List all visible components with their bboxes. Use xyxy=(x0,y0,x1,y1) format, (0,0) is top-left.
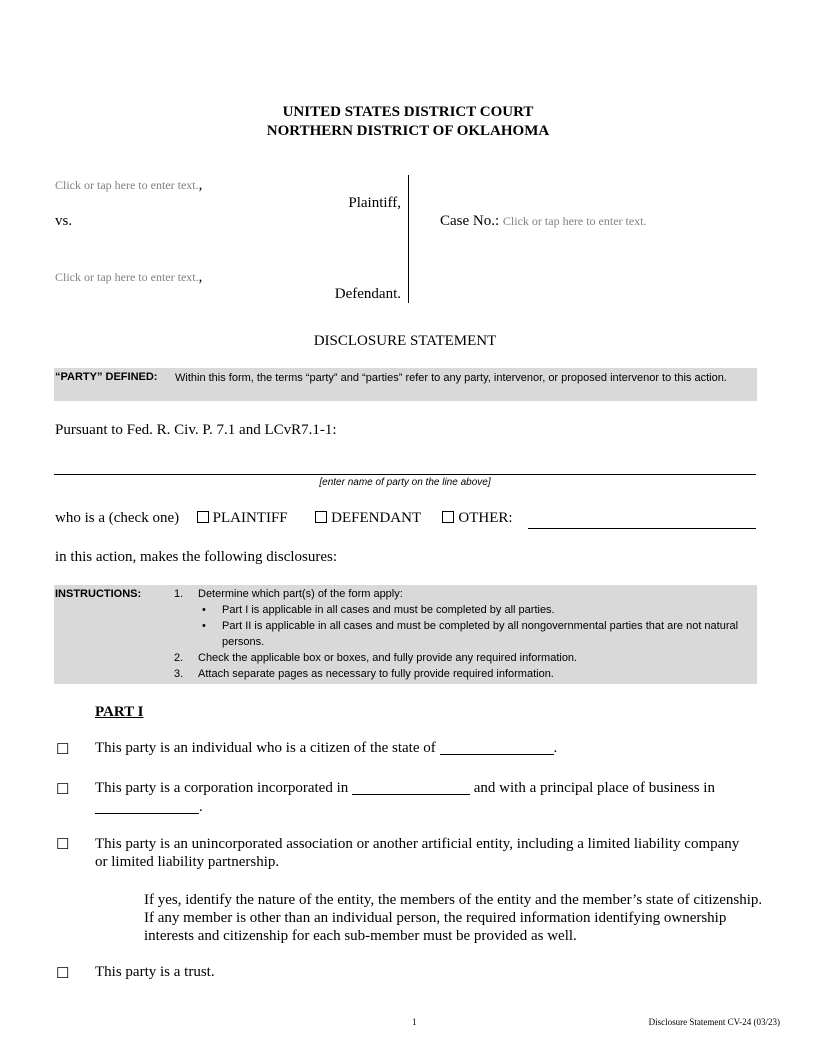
instruction-number-2: 2. xyxy=(174,652,184,664)
versus-label: vs. xyxy=(55,213,73,229)
caption-divider xyxy=(408,175,409,303)
plaintiff-label: Plaintiff, xyxy=(348,195,401,211)
association-item-text: This party is an unincorporated association or another artificial entity, including a limited liability company or limited liability partnership. xyxy=(95,836,740,870)
plaintiff-option-label: PLAINTIFF xyxy=(212,510,288,526)
citizen-checkbox[interactable]: ☐ xyxy=(56,742,70,758)
pursuant-text: Pursuant to Fed. R. Civ. P. 7.1 and LCvR7.1-1: xyxy=(55,422,337,438)
citizen-state-field[interactable] xyxy=(440,740,554,755)
party-type-row xyxy=(55,510,513,527)
part-1-heading: PART I xyxy=(95,704,144,720)
instructions-label: INSTRUCTIONS: xyxy=(55,588,142,600)
corporation-item-text-b: and with a principal place of business in xyxy=(473,780,715,796)
document-title: DISCLOSURE STATEMENT xyxy=(313,333,497,349)
case-number-row xyxy=(440,213,647,230)
instruction-bullet-1: Part I is applicable in all cases and must be completed by all parties. xyxy=(222,604,555,616)
defendant-label: Defendant. xyxy=(334,286,401,302)
party-type-label: who is a (check one) xyxy=(55,510,180,526)
party-name-line[interactable] xyxy=(54,474,756,475)
case-number-field[interactable]: Click or tap here to enter text. xyxy=(502,214,647,228)
corporation-item-line-2 xyxy=(95,799,203,816)
instruction-number-3: 3. xyxy=(174,668,184,680)
plaintiff-name-row xyxy=(55,177,202,194)
case-number-label: Case No.: xyxy=(440,213,500,229)
plaintiff-checkbox[interactable] xyxy=(197,511,209,523)
trust-checkbox[interactable]: ☐ xyxy=(56,966,70,982)
party-defined-box xyxy=(54,368,757,401)
citizen-item-text: This party is an individual who is a citizen of the state of xyxy=(95,740,436,756)
defendant-comma: , xyxy=(198,269,203,285)
bullet-dot-2: • xyxy=(202,620,206,632)
defendant-name-row xyxy=(55,269,202,286)
defendant-option-label: DEFENDANT xyxy=(331,510,421,526)
corporation-checkbox[interactable]: ☐ xyxy=(56,782,70,798)
defendant-checkbox[interactable] xyxy=(315,511,327,523)
party-defined-text: Within this form, the terms “party” and “parties” refer to any party, intervenor, or proposed intervenor to this action. xyxy=(175,372,727,384)
court-district: NORTHERN DISTRICT OF OKLAHOMA xyxy=(266,123,550,139)
instruction-step-3: Attach separate pages as necessary to fully provide required information. xyxy=(198,668,554,680)
other-input-line[interactable] xyxy=(528,528,756,529)
makes-disclosures-text: in this action, makes the following disclosures: xyxy=(55,549,338,565)
corporation-item-line-1 xyxy=(95,780,715,797)
other-option-label: OTHER: xyxy=(458,510,513,526)
instruction-number-1: 1. xyxy=(174,588,184,600)
party-defined-label: “PARTY” DEFINED: xyxy=(55,371,158,383)
bullet-dot-1: • xyxy=(202,604,206,616)
citizen-item xyxy=(95,740,557,757)
party-name-hint: [enter name of party on the line above] xyxy=(319,477,491,488)
trust-item-text: This party is a trust. xyxy=(95,964,215,980)
instruction-bullet-2: Part II is applicable in all cases and must be completed by all nongovernmental parties that are not natural persons. xyxy=(222,620,739,648)
instruction-step-2: Check the applicable box or boxes, and fully provide any required information. xyxy=(198,652,578,664)
citizen-item-end: . xyxy=(553,740,558,756)
court-name: UNITED STATES DISTRICT COURT xyxy=(282,104,534,120)
page-number: 1 xyxy=(412,1017,417,1027)
other-checkbox[interactable] xyxy=(442,511,454,523)
association-item-detail: If yes, identify the nature of the entity, the members of the entity and the member’s state of citizenship. If any member is other than an individual person, the required information identifying ownership interests and citizenship for each sub-member must be provided as well. xyxy=(144,892,763,944)
defendant-name-field[interactable]: Click or tap here to enter text. xyxy=(55,270,199,284)
instructions-box xyxy=(54,585,757,684)
instruction-step-1: Determine which part(s) of the form apply: xyxy=(198,588,403,600)
incorporated-state-field[interactable] xyxy=(352,780,470,795)
plaintiff-name-field[interactable]: Click or tap here to enter text. xyxy=(55,178,199,192)
principal-place-field[interactable] xyxy=(95,799,199,814)
corporation-item-end: . xyxy=(199,799,203,815)
plaintiff-comma: , xyxy=(198,177,203,193)
form-id: Disclosure Statement CV-24 (03/23) xyxy=(648,1017,780,1027)
association-checkbox[interactable]: ☐ xyxy=(56,837,70,853)
corporation-item-text-a: This party is a corporation incorporated in xyxy=(95,780,349,796)
